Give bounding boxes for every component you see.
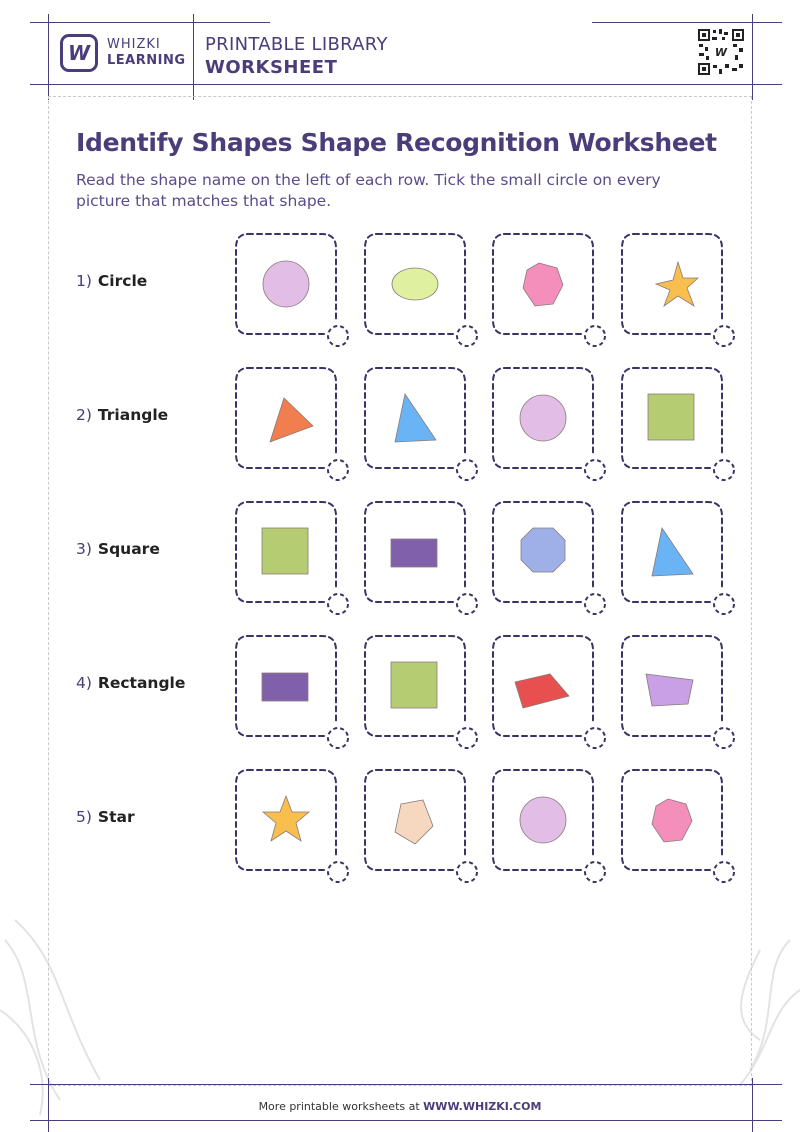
star-yellow-card[interactable] xyxy=(234,768,354,888)
circle-pink-card[interactable] xyxy=(491,366,611,486)
qr-logo-text: W xyxy=(714,46,728,59)
shape-row xyxy=(0,768,800,888)
worksheet-header xyxy=(0,0,800,100)
tick-circle[interactable] xyxy=(714,594,734,614)
tick-circle[interactable] xyxy=(457,460,477,480)
square-green-icon xyxy=(262,528,308,574)
triangle-blue-card[interactable] xyxy=(363,366,483,486)
quadrilateral-red-icon xyxy=(515,674,569,708)
square-green-card[interactable] xyxy=(363,634,483,754)
hexagon-pink-card[interactable] xyxy=(620,768,740,888)
tick-circle[interactable] xyxy=(585,326,605,346)
hexagon-pink-card[interactable] xyxy=(491,232,611,352)
tick-circle[interactable] xyxy=(328,728,348,748)
tick-circle[interactable] xyxy=(328,862,348,882)
rectangle-purple-icon xyxy=(391,539,437,567)
circle-pink-card[interactable] xyxy=(491,768,611,888)
logo-letter: W xyxy=(67,41,91,65)
row-label xyxy=(76,540,160,558)
footer xyxy=(0,1100,800,1113)
tick-circle[interactable] xyxy=(457,862,477,882)
triangle-orange-icon xyxy=(270,398,313,442)
square-green-card[interactable] xyxy=(620,366,740,486)
octagon-blue-icon xyxy=(521,528,565,572)
row-number: 5) xyxy=(76,808,92,826)
triangle-blue-icon xyxy=(652,528,693,576)
ellipse-green-card[interactable] xyxy=(363,232,483,352)
octagon-blue-card[interactable] xyxy=(491,500,611,620)
shape-row xyxy=(0,232,800,352)
row-shape-name: Rectangle xyxy=(97,674,186,692)
pentagon-peach-card[interactable] xyxy=(363,768,483,888)
tick-circle[interactable] xyxy=(328,460,348,480)
square-green-icon xyxy=(391,662,437,708)
tick-circle[interactable] xyxy=(585,728,605,748)
row-label xyxy=(76,406,168,424)
tick-circle[interactable] xyxy=(328,594,348,614)
circle-pink-icon xyxy=(520,797,566,843)
worksheet-label: WORKSHEET xyxy=(205,57,338,78)
header-rule-top-right xyxy=(592,22,782,23)
row-shape-name: Star xyxy=(97,808,135,826)
rectangle-purple-icon xyxy=(262,673,308,701)
tick-circle[interactable] xyxy=(585,460,605,480)
tick-circle[interactable] xyxy=(328,326,348,346)
tick-circle[interactable] xyxy=(457,728,477,748)
circle-pink-icon xyxy=(263,261,309,307)
row-number: 3) xyxy=(76,540,92,558)
row-number: 2) xyxy=(76,406,92,424)
tick-circle[interactable] xyxy=(714,460,734,480)
row-label xyxy=(76,808,135,826)
tick-circle[interactable] xyxy=(714,326,734,346)
tick-circle[interactable] xyxy=(457,594,477,614)
footer-link[interactable]: WWW.WHIZKI.COM xyxy=(423,1100,542,1113)
header-rule-top-left xyxy=(30,22,270,23)
brand-name: WHIZKI xyxy=(107,37,161,52)
page-title: Identify Shapes Shape Recognition Worksheet xyxy=(76,128,717,157)
shape-row xyxy=(0,500,800,620)
circle-pink-icon xyxy=(520,395,566,441)
pentagon-peach-icon xyxy=(395,800,433,844)
header-rule-right xyxy=(752,14,753,100)
tick-circle[interactable] xyxy=(585,594,605,614)
square-green-card[interactable] xyxy=(234,500,354,620)
rectangle-purple-card[interactable] xyxy=(363,500,483,620)
star-orange-card[interactable] xyxy=(620,232,740,352)
whizki-logo-icon xyxy=(60,34,98,72)
tick-circle[interactable] xyxy=(585,862,605,882)
quadrilateral-red-card[interactable] xyxy=(491,634,611,754)
tick-circle[interactable] xyxy=(714,862,734,882)
library-label: PRINTABLE LIBRARY xyxy=(205,34,388,55)
footer-rule-bottom xyxy=(30,1120,782,1121)
star-orange-icon xyxy=(656,262,698,306)
row-shape-name: Square xyxy=(97,540,160,558)
hexagon-pink-icon xyxy=(652,799,692,842)
qr-code-icon xyxy=(697,28,745,76)
star-yellow-icon xyxy=(263,796,309,841)
quadrilateral-lavender-card[interactable] xyxy=(620,634,740,754)
ellipse-green-icon xyxy=(392,268,438,300)
header-divider xyxy=(193,14,194,100)
brand-subname: LEARNING xyxy=(107,53,186,68)
tick-circle[interactable] xyxy=(457,326,477,346)
row-number: 4) xyxy=(76,674,92,692)
row-shape-name: Triangle xyxy=(97,406,169,424)
quadrilateral-lavender-icon xyxy=(646,674,693,706)
row-number: 1) xyxy=(76,272,92,290)
triangle-blue-card[interactable] xyxy=(620,500,740,620)
row-label xyxy=(76,674,185,692)
rectangle-purple-card[interactable] xyxy=(234,634,354,754)
triangle-blue-icon xyxy=(395,394,436,442)
footer-rule-top xyxy=(30,1084,782,1085)
shape-row xyxy=(0,634,800,754)
triangle-orange-card[interactable] xyxy=(234,366,354,486)
tick-circle[interactable] xyxy=(714,728,734,748)
row-shape-name: Circle xyxy=(97,272,148,290)
hexagon-pink-icon xyxy=(523,263,563,306)
circle-pink-card[interactable] xyxy=(234,232,354,352)
row-label xyxy=(76,272,147,290)
footer-text: More printable worksheets at xyxy=(258,1100,424,1113)
header-rule-left xyxy=(48,14,49,100)
square-green-icon xyxy=(648,394,694,440)
header-rule-bottom xyxy=(30,84,782,85)
shape-row xyxy=(0,366,800,486)
instructions-text: Read the shape name on the left of each row. Tick the small circle on every picture that matches that shape. xyxy=(76,171,661,210)
